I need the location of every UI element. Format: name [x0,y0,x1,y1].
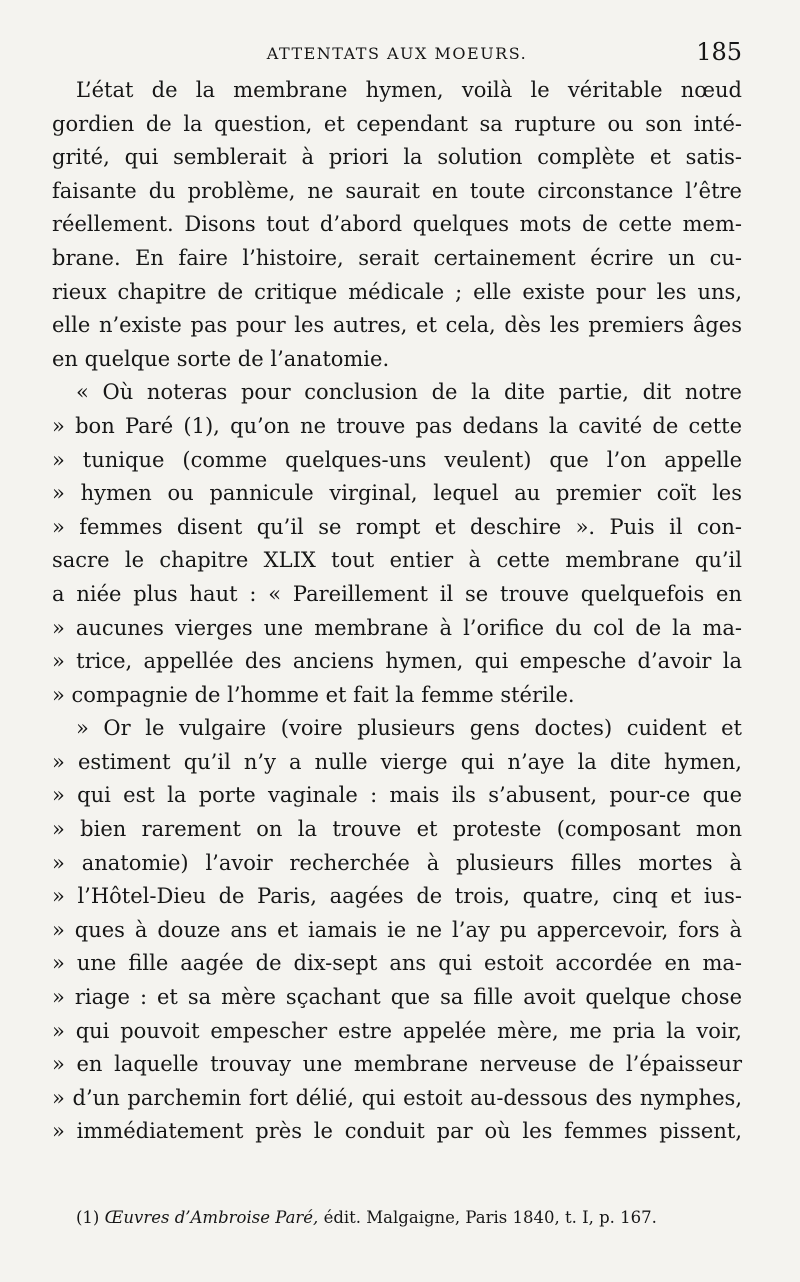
running-title: ATTENTATS AUX MOEURS. [266,44,528,63]
text-line: » une fille aagée de dix-sept ans qui estoit accordée en ma- [52,951,742,976]
text-line: » bien rarement on la trouve et proteste (composant mon [52,817,742,842]
page-header [52,38,742,72]
text-line: » en laquelle trouvay une membrane nerveuse de l’épaisseur [52,1052,742,1077]
text-line: » Or le vulgaire (voire plusieurs gens doctes) cuident et [76,716,742,741]
text-line: a niée plus haut : « Pareillement il se trouve quelquefois en [52,581,742,606]
footnote-reference: édit. Malgaigne, Paris 1840, t. I, p. 167. [323,1208,657,1227]
footnote-work-title: Œuvres d’Ambroise Paré, [104,1208,319,1227]
page-number: 185 [696,38,742,66]
text-line: réellement. Disons tout d’abord quelques mots de cette mem- [52,212,742,237]
text-line: » tunique (comme quelques-uns veulent) que l’on appelle [52,447,742,472]
text-line: « Où noteras pour conclusion de la dite partie, dit notre [76,380,742,405]
text-line: » bon Paré (1), qu’on ne trouve pas dedans la cavité de cette [52,413,742,438]
text-line: » aucunes vierges une membrane à l’orifice du col de la ma- [52,615,742,640]
text-line: grité, qui semblerait à priori la solution complète et satis- [52,145,742,170]
text-line: L’état de la membrane hymen, voilà le véritable nœud [76,78,742,102]
text-line: » ques à douze ans et iamais ie ne l’ay pu appercevoir, fors à [52,917,742,942]
body-text [52,74,742,1149]
text-line: » hymen ou pannicule virginal, lequel au premier coït les [52,481,742,506]
text-line: » estiment qu’il n’y a nulle vierge qui n’aye la dite hymen, [52,749,742,774]
text-line: faisante du problème, ne saurait en toute circonstance l’être [52,178,742,203]
text-line: » immédiatement près le conduit par où les femmes pissent, [52,1119,742,1144]
text-line: gordien de la question, et cependant sa rupture ou son inté- [52,111,742,136]
text-line: » d’un parchemin fort délié, qui estoit au-dessous des nymphes, [52,1085,742,1110]
text-line: sacre le chapitre XLIX tout entier à cette membrane qu’il [52,548,742,573]
text-line: rieux chapitre de critique médicale ; elle existe pour les uns, [52,279,742,304]
text-line: » trice, appellée des anciens hymen, qui empesche d’avoir la [52,649,742,674]
text-line: » qui pouvoit empescher estre appelée mère, me pria la voir, [52,1018,742,1043]
footnote [76,1208,752,1227]
text-line: brane. En faire l’histoire, serait certainement écrire un cu- [52,245,742,270]
footnote-marker: (1) [76,1208,100,1227]
text-line: » anatomie) l’avoir recherchée à plusieurs filles mortes à [52,850,742,875]
text-line: » qui est la porte vaginale : mais ils s’abusent, pour-ce que [52,783,742,808]
text-line: en quelque sorte de l’anatomie. [52,346,390,371]
text-line: » compagnie de l’homme et fait la femme stérile. [52,682,575,707]
text-line: » l’Hôtel-Dieu de Paris, aagées de trois, quatre, cinq et ius- [52,884,742,909]
text-line: elle n’existe pas pour les autres, et cela, dès les premiers âges [52,313,742,338]
text-line: » riage : et sa mère sçachant que sa fille avoit quelque chose [52,985,742,1010]
text-line: » femmes disent qu’il se rompt et deschire ». Puis il con- [52,514,742,539]
